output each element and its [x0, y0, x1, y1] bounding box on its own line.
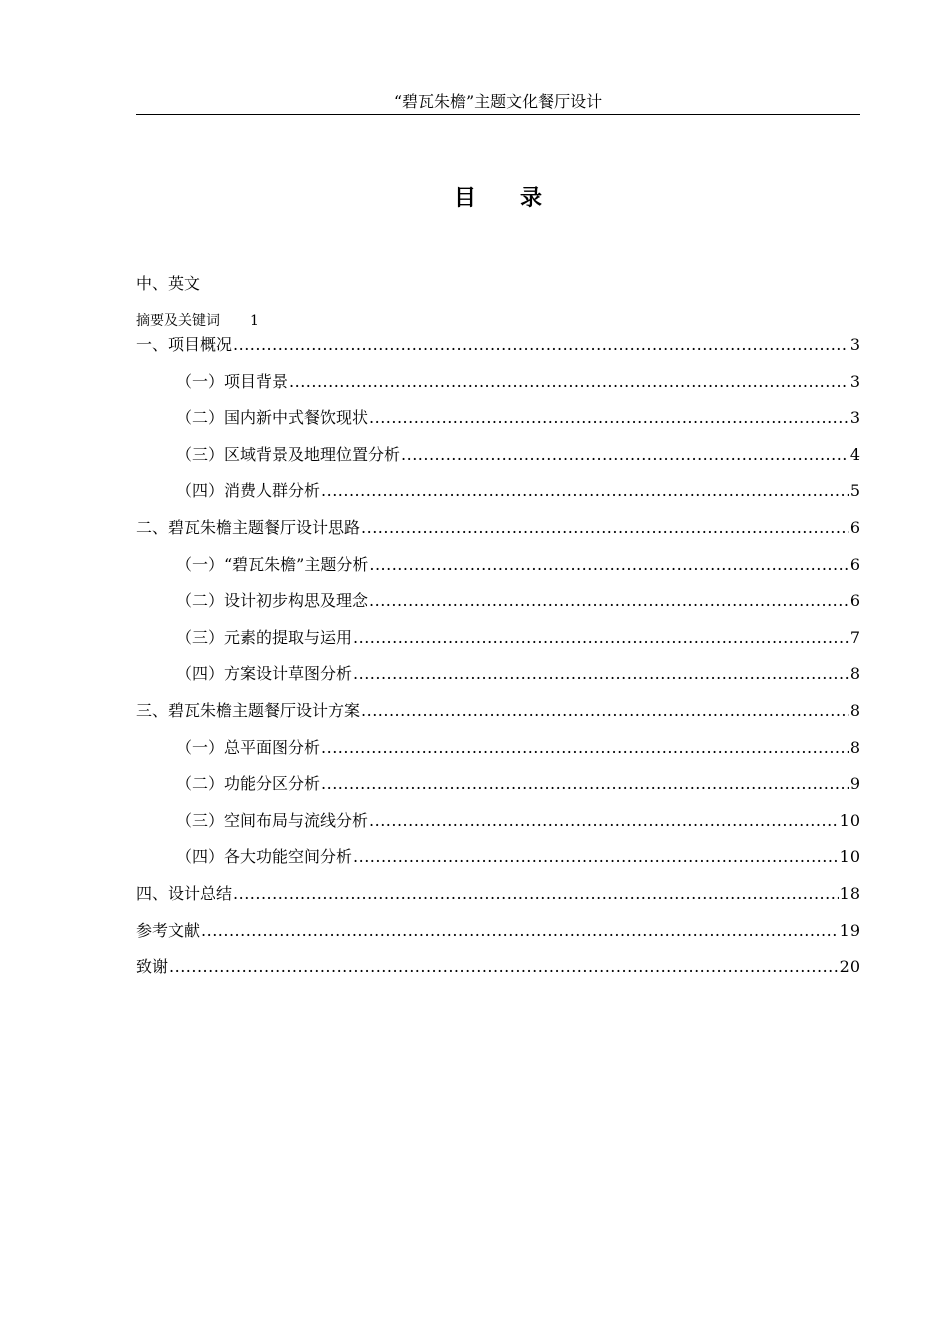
toc-pre-entry-label: 摘要及关键词: [136, 313, 220, 329]
toc-entry-label: （四）消费人群分析: [176, 481, 321, 501]
toc-entry[interactable]: [136, 737, 860, 774]
running-header: “碧瓦朱檐”主题文化餐厅设计: [393, 92, 603, 111]
toc-entry[interactable]: [136, 956, 860, 993]
toc-entry[interactable]: [136, 883, 860, 920]
toc-entry-page: 10: [839, 810, 860, 830]
toc-dot-leader: [233, 883, 839, 905]
toc-entry[interactable]: [136, 627, 860, 664]
toc-entry-label: 二、碧瓦朱檐主题餐厅设计思路: [136, 517, 361, 537]
toc-dot-leader: [369, 554, 848, 576]
toc-entry-label: （三）区域背景及地理位置分析: [176, 444, 401, 464]
toc-dot-leader: [321, 480, 849, 502]
toc-entry-label: （三）元素的提取与运用: [176, 627, 353, 647]
toc-entry[interactable]: [136, 407, 860, 444]
toc-entry-page: 19: [839, 920, 860, 940]
toc-pre-entry-abstract[interactable]: [136, 310, 259, 332]
toc-entry[interactable]: [136, 846, 860, 883]
toc-title: [136, 183, 860, 213]
toc-entry-page: 8: [849, 700, 860, 720]
toc-title-right: 录: [520, 185, 543, 211]
toc-entry-page: 4: [849, 444, 860, 464]
toc-entry[interactable]: [136, 663, 860, 700]
toc-list: [136, 334, 860, 993]
toc-dot-leader: [369, 810, 839, 832]
toc-entry-label: （一）总平面图分析: [176, 737, 321, 757]
toc-entry-page: 20: [839, 957, 860, 977]
toc-entry-label: （一）项目背景: [176, 371, 289, 391]
toc-entry-label: 致谢: [136, 957, 169, 977]
toc-dot-leader: [361, 700, 849, 722]
toc-entry[interactable]: [136, 517, 860, 554]
toc-pre-entry-label: 中、英文: [136, 274, 201, 293]
toc-entry-page: 3: [849, 408, 860, 428]
toc-dot-leader: [289, 371, 849, 393]
toc-entry-label: （四）各大功能空间分析: [176, 847, 353, 867]
toc-entry-label: （三）空间布局与流线分析: [176, 810, 369, 830]
toc-entry[interactable]: [136, 590, 860, 627]
toc-entry-page: 6: [849, 591, 860, 611]
header-rule: [136, 114, 860, 115]
toc-dot-leader: [353, 846, 839, 868]
toc-dot-leader: [369, 590, 849, 612]
toc-entry-label: 一、项目概况: [136, 335, 233, 354]
toc-entry-page: 7: [849, 627, 860, 647]
toc-entry-page: 3: [849, 371, 860, 391]
toc-title-left: 目: [453, 185, 476, 211]
toc-entry-label: 参考文献: [136, 920, 201, 940]
toc-dot-leader: [321, 773, 849, 795]
toc-entry-page: 8: [849, 737, 860, 757]
toc-entry-page: 5: [849, 481, 860, 501]
toc-dot-leader: [353, 663, 849, 685]
toc-entry[interactable]: [136, 371, 860, 408]
toc-pre-entry-cn-en[interactable]: [136, 273, 200, 295]
toc-entry-label: （二）国内新中式餐饮现状: [176, 408, 369, 428]
toc-entry-page: 9: [849, 774, 860, 794]
toc-entry[interactable]: [136, 920, 860, 957]
toc-pre-entry-page: 1: [250, 313, 259, 329]
toc-entry-page: 6: [849, 517, 860, 537]
toc-dot-leader: [201, 920, 839, 942]
toc-dot-leader: [321, 737, 849, 759]
toc-entry-label: （四）方案设计草图分析: [176, 664, 353, 684]
toc-entry[interactable]: [136, 810, 860, 847]
toc-entry-label: 四、设计总结: [136, 883, 233, 903]
toc-entry-page: 3: [849, 335, 860, 354]
toc-entry-page: 6: [849, 554, 860, 574]
toc-entry[interactable]: [136, 554, 860, 591]
toc-dot-leader: [353, 627, 849, 649]
toc-entry[interactable]: [136, 480, 860, 517]
toc-dot-leader: [401, 444, 849, 466]
toc-entry-label: （二）功能分区分析: [176, 774, 321, 794]
toc-entry-label: 三、碧瓦朱檐主题餐厅设计方案: [136, 700, 361, 720]
toc-entry-label: （一）“碧瓦朱檐”主题分析: [176, 554, 369, 574]
toc-dot-leader: [169, 956, 839, 978]
toc-entry[interactable]: [136, 444, 860, 481]
toc-dot-leader: [369, 407, 849, 429]
toc-entry[interactable]: [136, 334, 860, 371]
toc-entry-page: 18: [839, 883, 860, 903]
toc-entry-page: 8: [849, 664, 860, 684]
toc-entry[interactable]: [136, 773, 860, 810]
toc-entry-label: （二）设计初步构思及理念: [176, 591, 369, 611]
toc-dot-leader: [233, 334, 849, 356]
toc-entry[interactable]: [136, 700, 860, 737]
toc-dot-leader: [361, 517, 849, 539]
toc-entry-page: 10: [839, 847, 860, 867]
